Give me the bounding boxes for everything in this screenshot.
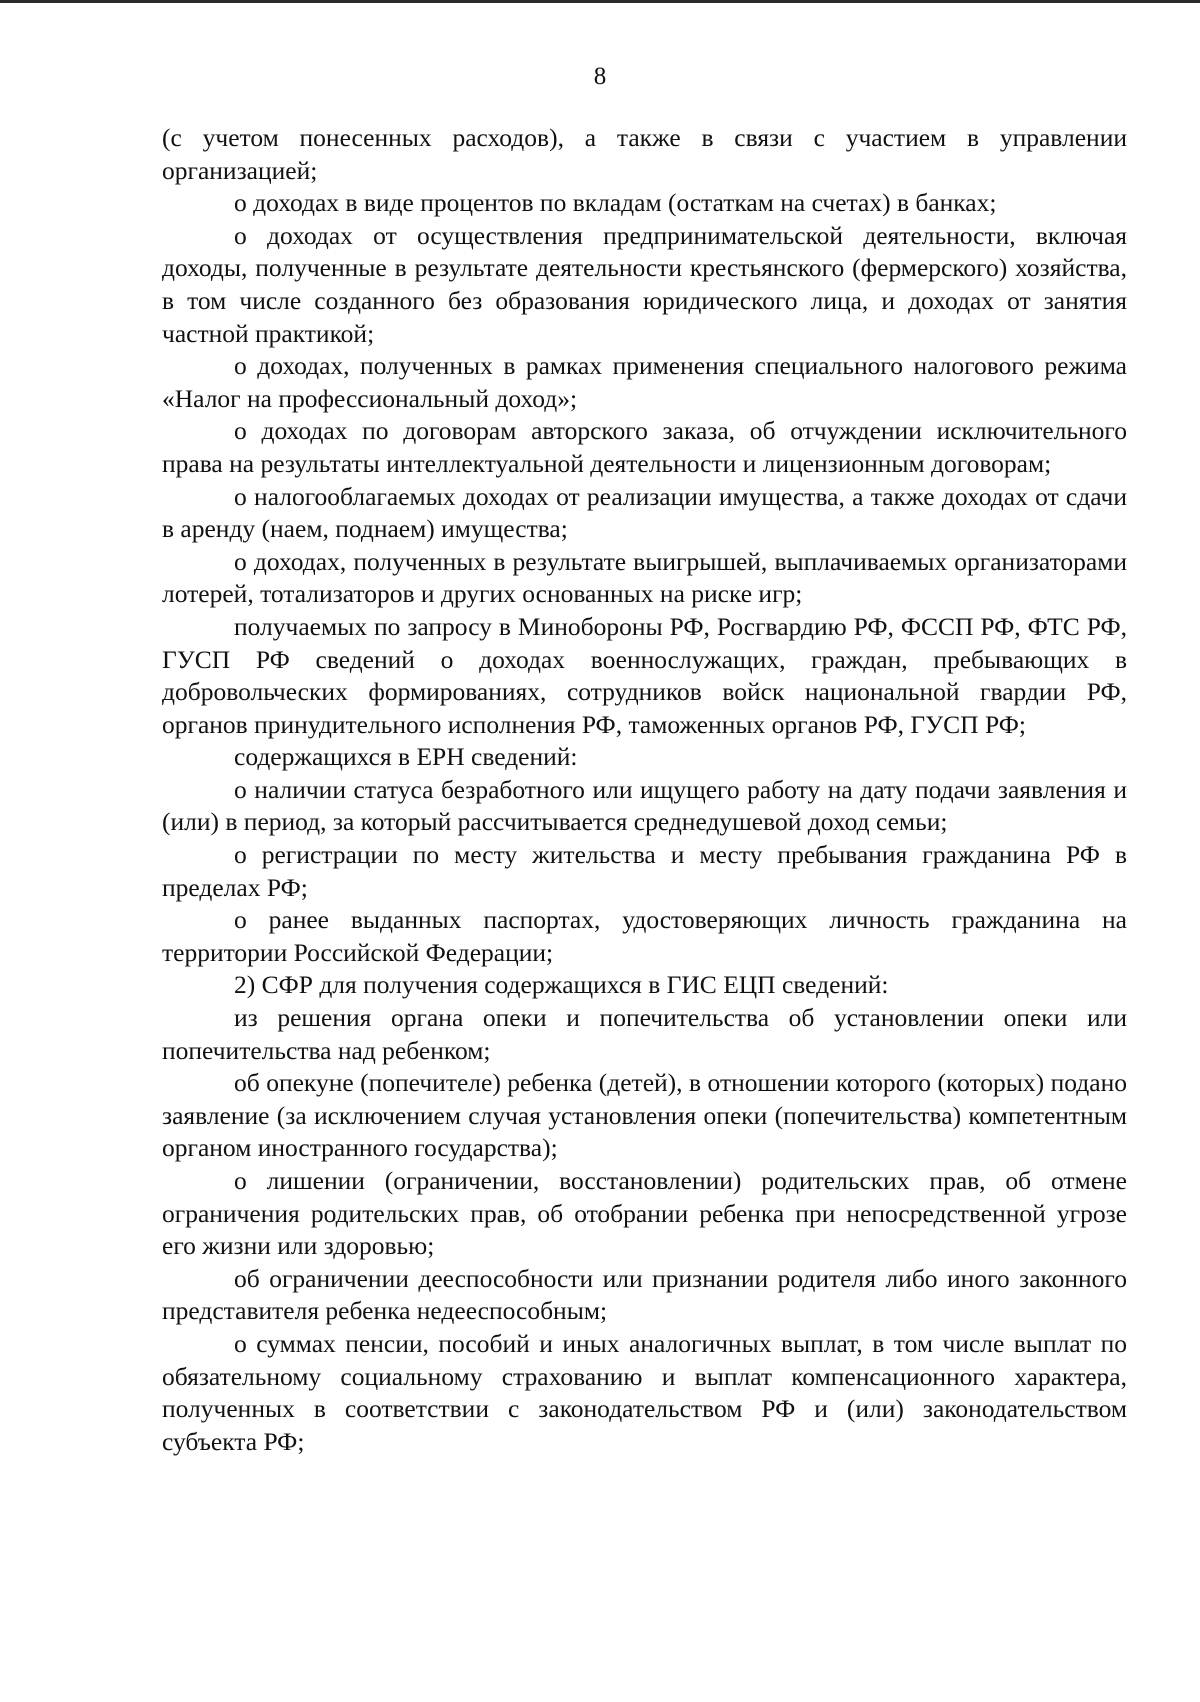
paragraph-bank-deposits: о доходах в виде процентов по вкладам (остаткам на счетах) в банках; xyxy=(234,188,997,218)
paragraph-ern-heading: содержащихся в ЕРН сведений: xyxy=(234,742,578,772)
paragraph-registration: о регистрации по месту жительства и месту пребывания гражданина РФ в пределах РФ; xyxy=(162,840,1127,902)
paragraph-unemployment-status: о наличии статуса безработного или ищущего работу на дату подачи заявления и (или) в период, за который рассчитывается среднедушевой доход семьи; xyxy=(162,774,1127,837)
paragraph-passports: о ранее выданных паспортах, удостоверяющих личность гражданина на территории Российской Федерации; xyxy=(162,905,1127,967)
page-number: 8 xyxy=(593,63,607,90)
document-body xyxy=(162,122,1127,1458)
paragraph-lottery-winnings: о доходах, полученных в результате выигрышей, выплачиваемых организаторами лотерей, тотализаторов и других основанных на риске игр; xyxy=(162,546,1127,609)
paragraph-continuation: (с учетом понесенных расходов), а также в связи с участием в управлении организацией; xyxy=(162,123,1127,185)
paragraph-guardian: об опекуне (попечителе) ребенка (детей), в отношении которого (которых) подано заявление (за исключением случая установления опеки (попечительства) компетентным органом иностранного государства); xyxy=(162,1068,1127,1163)
paragraph-copyright-contracts: о доходах по договорам авторского заказа, об отчуждении исключительного права на результаты интеллектуальной деятельности и лицензионным договорам; xyxy=(162,416,1127,478)
paragraph-pension-amounts: о суммах пенсии, пособий и иных аналогичных выплат, в том числе выплат по обязательному социальному страхованию и выплат компенсационного характера, полученных в соответствии с законодательством РФ и (или) законодательством субъекта РФ; xyxy=(162,1328,1127,1456)
page-top-edge xyxy=(0,0,1200,3)
paragraph-property-sale: о налогооблагаемых доходах от реализации имущества, а также доходах от сдачи в аренду (наем, поднаем) имущества; xyxy=(162,481,1127,544)
paragraph-business-income: о доходах от осуществления предпринимательской деятельности, включая доходы, полученные в результате деятельности крестьянского (фермерского) хозяйства, в том числе созданного без образования юридического лица, и доходах от занятия частной практикой; xyxy=(162,220,1127,348)
paragraph-guardianship-decision: из решения органа опеки и попечительства об установлении опеки или попечительства над ребенком; xyxy=(162,1003,1127,1065)
paragraph-parental-rights: о лишении (ограничении, восстановлении) родительских прав, об отмене ограничения родительских прав, об отобрании ребенка при непосредственной угрозе его жизни или здоровью; xyxy=(162,1166,1127,1261)
paragraph-agency-requests: получаемых по запросу в Минобороны РФ, Росгвардию РФ, ФССП РФ, ФТС РФ, ГУСП РФ сведений о доходах военнослужащих, граждан, пребывающих в добровольческих формированиях, сотрудников войск национальной гвардии РФ, органов принудительного исполнения РФ, таможенных органов РФ, ГУСП РФ; xyxy=(162,611,1127,739)
paragraph-professional-income-tax: о доходах, полученных в рамках применения специального налогового режима «Налог на профессиональный доход»; xyxy=(162,351,1127,413)
paragraph-sfr-heading: 2) СФР для получения содержащихся в ГИС ЕЦП сведений: xyxy=(234,970,889,1000)
paragraph-legal-capacity: об ограничении дееспособности или признании родителя либо иного законного представителя ребенка недееспособным; xyxy=(162,1263,1127,1326)
